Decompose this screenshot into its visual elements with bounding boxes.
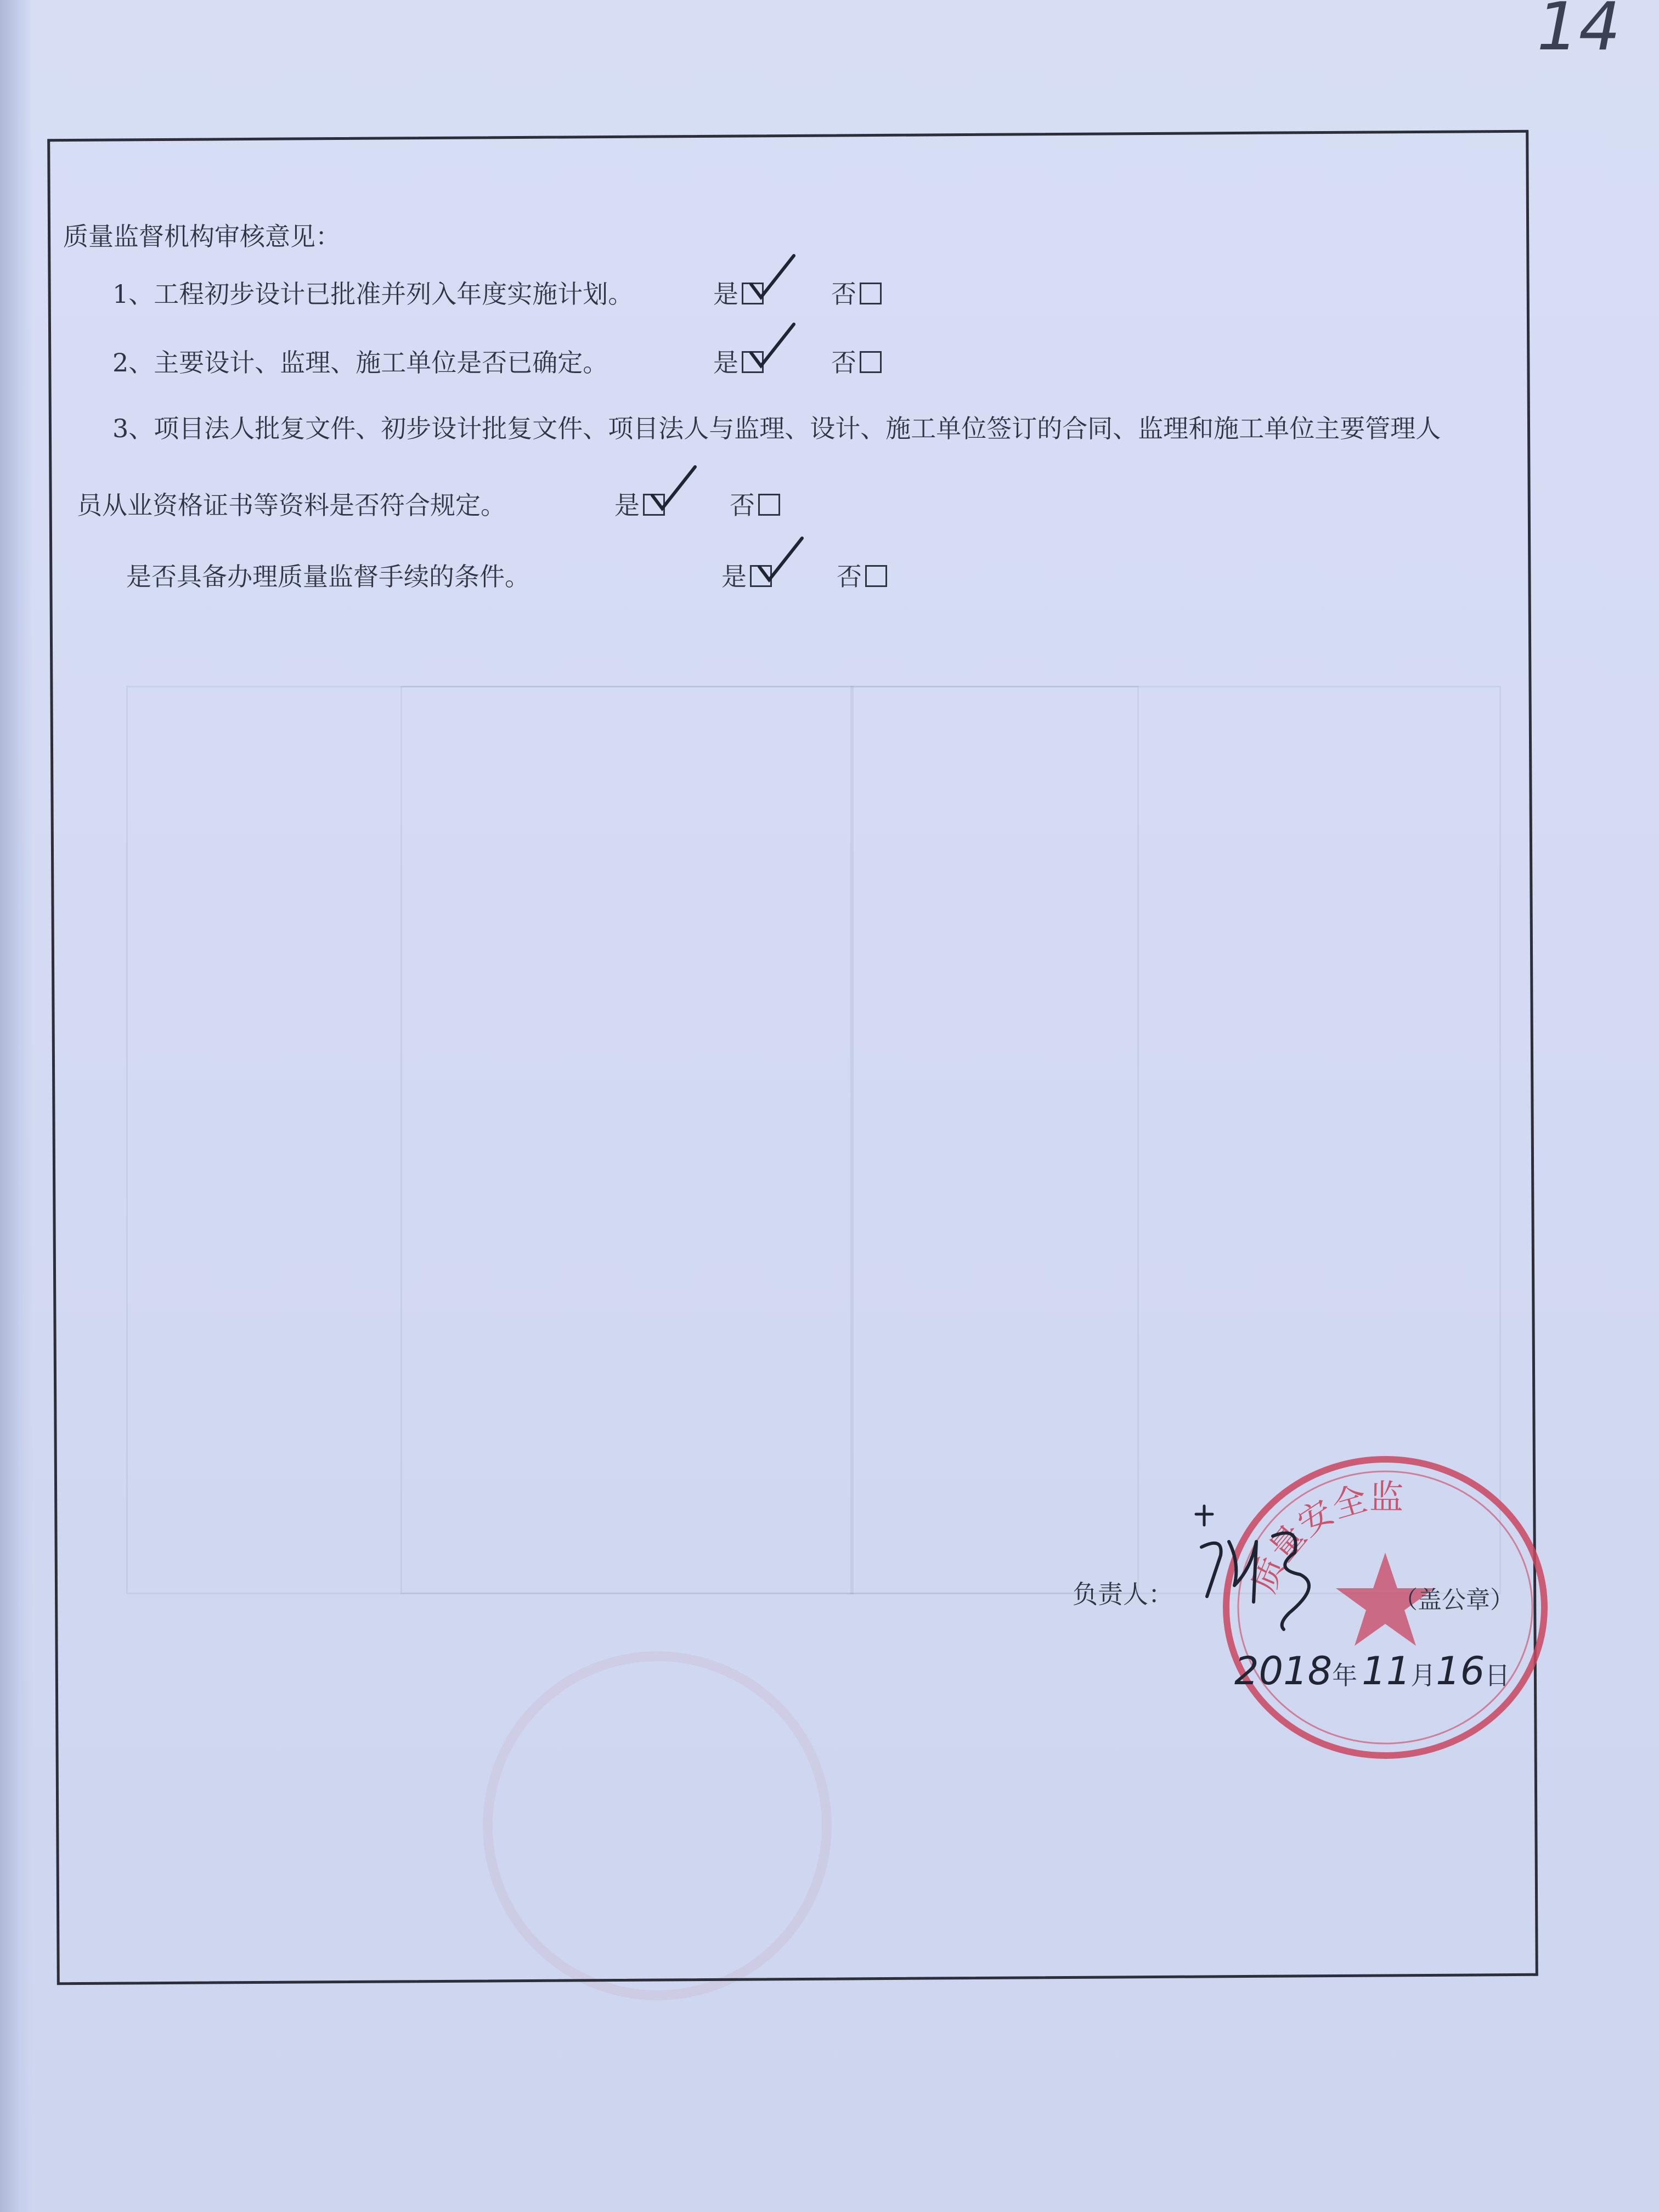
item-2-yes[interactable] [713,343,764,379]
date-day-unit: 日 [1485,1661,1510,1690]
check-mark-icon [649,461,698,516]
responsible-person-label: 负责人： [1073,1579,1173,1609]
date [1234,1649,1510,1694]
checkbox[interactable] [750,565,772,587]
item-1-no[interactable] [831,274,882,311]
checkbox[interactable] [860,351,882,373]
date-month: 11 [1362,1649,1411,1694]
page-edge [0,0,33,2212]
checkbox[interactable] [860,283,882,304]
yes-label: 是 [721,562,747,591]
item-1-yes[interactable] [713,274,764,311]
checkbox[interactable] [742,283,764,304]
yes-label: 是 [713,348,738,377]
no-label: 否 [730,490,755,520]
checkbox[interactable] [865,565,887,587]
item-4-yes[interactable] [721,557,772,593]
check-mark-icon [756,533,805,588]
review-heading: 质量监督机构审核意见： [63,222,341,251]
item-2-text: 2、主要设计、监理、施工单位是否已确定。 [112,348,608,377]
check-mark-icon [748,250,797,305]
page-number: 14 [1537,0,1621,65]
item-3-no[interactable] [730,486,780,522]
checkbox[interactable] [758,494,780,516]
handwritten-signature [1190,1503,1339,1629]
checkbox[interactable] [643,494,665,516]
item-3-text-line-1: 3、项目法人批复文件、初步设计批复文件、项目法人与监理、设计、施工单位签订的合同、监理和施工单位主要管理人 [112,414,1441,443]
item-4-text: 是否具备办理质量监督手续的条件。 [126,562,530,591]
yes-label: 是 [713,279,738,309]
no-label: 否 [837,562,862,591]
yes-label: 是 [614,490,640,520]
date-month-unit: 月 [1410,1661,1436,1690]
item-3-yes[interactable] [614,486,665,522]
no-label: 否 [831,348,856,377]
seal-note: （盖公章） [1393,1586,1514,1614]
checkbox[interactable] [742,351,764,373]
date-year: 2018 [1234,1649,1333,1694]
no-label: 否 [831,279,856,309]
item-4-no[interactable] [837,557,887,593]
date-day: 16 [1436,1649,1485,1694]
item-1-text: 1、工程初步设计已批准并列入年度实施计划。 [112,279,634,309]
item-3-text-line-2: 员从业资格证书等资料是否符合规定。 [77,490,506,520]
date-year-unit: 年 [1332,1661,1358,1690]
item-2-no[interactable] [831,343,882,379]
check-mark-icon [748,319,797,374]
seal-text: 质量安全监 [1243,1476,1404,1598]
